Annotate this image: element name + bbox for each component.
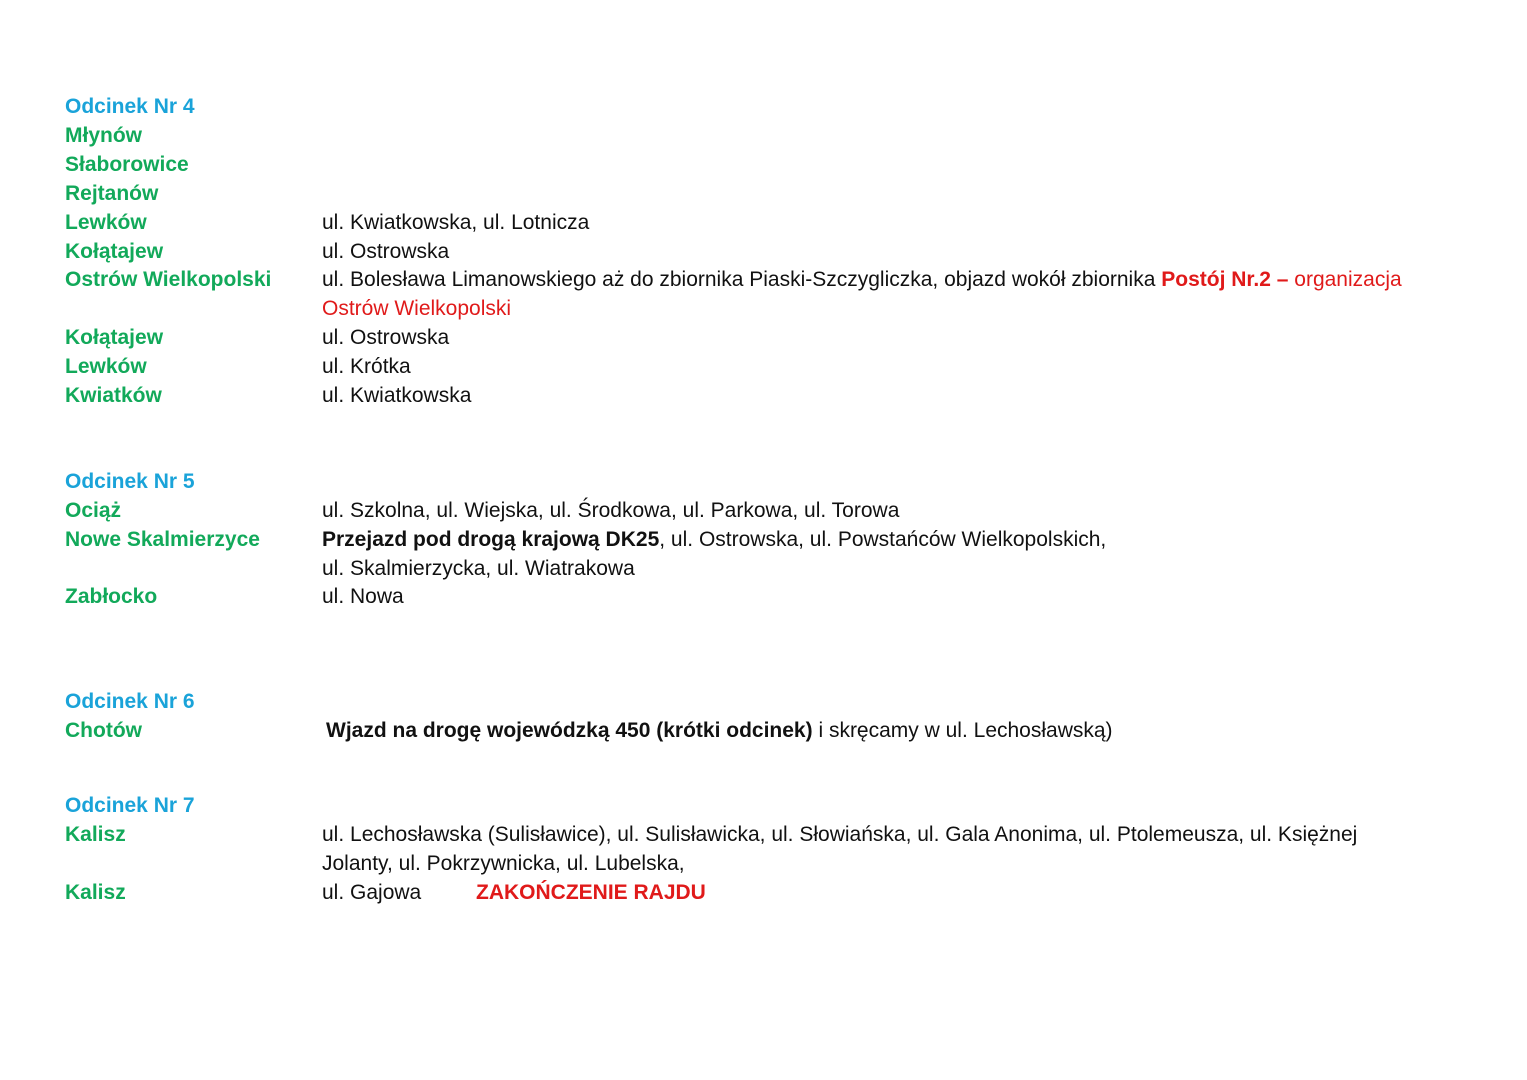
section-heading-5: Odcinek Nr 5 [65,470,195,493]
stop-organizer: organizacja [1294,268,1402,291]
place-name: Zabłocko [65,585,158,608]
route-description [322,525,1106,554]
route-description: ul. Nowa [322,585,404,608]
place-name: Słaborowice [65,153,189,176]
place-name: Ostrów Wielkopolski [65,268,272,291]
route-description-with-stop [322,265,1402,294]
stop-organizer-continued: Ostrów Wielkopolski [322,297,512,320]
route-description: ul. Kwiatkowska [322,384,472,407]
place-name: Kołątajew [65,326,164,349]
stop-label: Postój Nr.2 – [1161,268,1295,291]
section-heading-7: Odcinek Nr 7 [65,794,195,817]
place-name: Chotów [65,719,142,742]
route-description-text: , ul. Ostrowska, ul. Powstańców Wielkopolskich, [659,528,1107,551]
route-description-bold: Przejazd pod drogą krajową DK25 [322,528,660,551]
route-description-text: i skręcamy w ul. Lechosławską) [812,719,1113,742]
route-description: ul. Gajowa [322,881,422,904]
route-description-bold: Wjazd na drogę wojewódzką 450 (krótki odcinek) [326,719,813,742]
place-name: Kalisz [65,881,126,904]
place-name: Kwiatków [65,384,162,407]
place-name: Młynów [65,124,142,147]
section-heading-6: Odcinek Nr 6 [65,690,195,713]
rally-end-label: ZAKOŃCZENIE RAJDU [476,881,706,904]
route-description-continued: Jolanty, ul. Pokrzywnicka, ul. Lubelska, [322,852,685,875]
route-description-continued: ul. Skalmierzycka, ul. Wiatrakowa [322,557,635,580]
section-heading-4: Odcinek Nr 4 [65,95,195,118]
route-description: ul. Ostrowska [322,240,450,263]
route-description: ul. Kwiatkowska, ul. Lotnicza [322,211,590,234]
route-description: ul. Szkolna, ul. Wiejska, ul. Środkowa, ul. Parkowa, ul. Torowa [322,499,900,522]
route-description [326,716,1113,745]
route-description: ul. Krótka [322,355,411,378]
place-name: Nowe Skalmierzyce [65,528,260,551]
route-description: ul. Ostrowska [322,326,450,349]
place-name: Lewków [65,211,147,234]
place-name: Kalisz [65,823,126,846]
place-name: Ociąż [65,499,122,522]
place-name: Lewków [65,355,147,378]
route-description: ul. Lechosławska (Sulisławice), ul. Sulisławicka, ul. Słowiańska, ul. Gala Anonima, ul. Ptolemeusza, ul. Księżnej [322,823,1358,846]
place-name: Kołątajew [65,240,164,263]
route-description-text: ul. Bolesława Limanowskiego aż do zbiornika Piaski-Szczygliczka, objazd wokół zbiornika [322,268,1162,291]
place-name: Rejtanów [65,182,159,205]
